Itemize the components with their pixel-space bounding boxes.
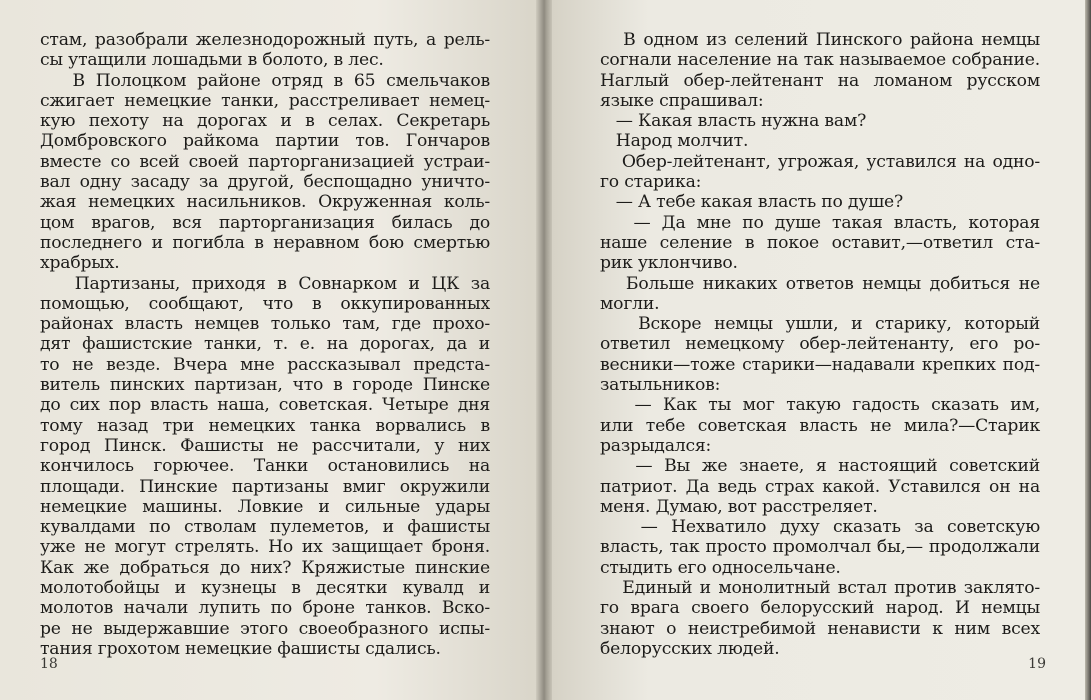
text-line: знают о неистребимой ненависти к ним всех: [600, 618, 1040, 639]
text-line: вал одну засаду за другой, беспощадно уничто-: [40, 172, 490, 193]
text-line: — Какая власть нужна вам?: [600, 111, 867, 132]
text-line: ре не выдержавшие этого своеобразного испы-: [40, 618, 490, 639]
text-line: помощью, сообщают, что в оккупированных: [40, 293, 490, 314]
text-line: жая немецких насильников. Окруженная коль-: [40, 192, 490, 213]
text-line: немецкие машины. Ловкие и сильные удары: [40, 496, 490, 517]
text-line: Вскоре немцы ушли, и старику, который: [600, 314, 1040, 335]
text-line: Больше никаких ответов немцы добиться не: [600, 273, 1040, 294]
text-line: — Вы же знаете, я настоящий советский: [600, 456, 1040, 477]
text-line: — Нехватило духу сказать за советскую: [600, 517, 1040, 538]
text-line: Наглый обер-лейтенант на ломаном русском: [600, 70, 1040, 91]
left-page-text: [40, 30, 490, 659]
text-line: кую пехоту на дорогах и в селах. Секретарь: [40, 111, 490, 132]
left-page-number: 18: [40, 656, 58, 672]
text-line: уже не могут стрелять. Но их защищает броня.: [40, 537, 490, 558]
text-line: белорусских людей.: [600, 638, 780, 659]
text-line: Народ молчит.: [600, 131, 749, 152]
page-edge-shadow: [1085, 0, 1091, 700]
text-line: Как же добраться до них? Кряжистые пинские: [40, 557, 490, 578]
text-line: стам, разобрали железнодорожный путь, а рель-: [40, 30, 490, 50]
text-line: Партизаны, приходя в Совнарком и ЦК за: [40, 273, 490, 294]
text-line: храбрых.: [40, 253, 120, 274]
text-line: го врага своего белорусский народ. И немцы: [600, 598, 1040, 619]
text-line: молотов начали лупить по броне танков. Вско-: [40, 598, 490, 619]
text-line: — Как ты мог такую гадость сказать им,: [600, 395, 1040, 416]
right-page: [552, 0, 1091, 700]
text-line: сжигает немецкие танки, расстреливает немец-: [40, 90, 490, 111]
right-page-text: [600, 30, 1040, 659]
text-line: затыльников:: [600, 375, 721, 396]
text-line: город Пинск. Фашисты не рассчитали, у них: [40, 435, 490, 456]
text-line: то не везде. Вчера мне рассказывал предста-: [40, 354, 490, 375]
text-line: Обер-лейтенант, угрожая, уставился на одно-: [600, 151, 1040, 172]
text-line: площади. Пинские партизаны вмиг окружили: [40, 476, 490, 497]
text-line: могли.: [600, 293, 660, 314]
text-line: кончилось горючее. Танки остановились на: [40, 456, 490, 477]
text-line: власть, так просто промолчал бы,— продолжали: [600, 537, 1040, 558]
text-line: согнали население на так называемое собрание.: [600, 50, 1040, 71]
text-line: последнего и погибла в неравном бою смертью: [40, 232, 490, 253]
text-line: ответил немецкому обер-лейтенанту, его ро-: [600, 334, 1040, 355]
text-line: Домбровского райкома партии тов. Гончаров: [40, 131, 490, 152]
right-page-number: 19: [1028, 656, 1046, 672]
text-line: наше селение в покое оставит,—ответил ста-: [600, 232, 1040, 253]
text-line: или тебе советская власть не мила?—Старик: [600, 415, 1040, 436]
text-line: сы утащили лошадьми в болото, в лес.: [40, 50, 384, 71]
text-line: весники—тоже старики—надавали крепких под-: [600, 354, 1040, 375]
text-line: тания грохотом немецкие фашисты сдались.: [40, 638, 441, 659]
text-line: патриот. Да ведь страх какой. Уставился он на: [600, 476, 1040, 497]
text-line: дят фашистские танки, т. е. на дорогах, да и: [40, 334, 490, 355]
text-line: кувалдами по стволам пулеметов, и фашисты: [40, 517, 490, 538]
text-line: рик уклончиво.: [600, 253, 738, 274]
text-line: — Да мне по душе такая власть, которая: [600, 212, 1040, 233]
text-line: стыдить его односельчане.: [600, 557, 841, 578]
text-line: молотобойцы и кузнецы в десятки кувалд и: [40, 578, 490, 599]
text-line: цом врагов, вся парторганизация билась до: [40, 212, 490, 233]
text-line: меня. Думаю, вот расстреляет.: [600, 496, 878, 517]
text-line: районах власть немцев только там, где прохо-: [40, 314, 490, 335]
text-line: го старика:: [600, 172, 702, 193]
text-line: вместе со всей своей парторганизацией устраи-: [40, 151, 490, 172]
left-page: [0, 0, 538, 700]
text-line: — А тебе какая власть по душе?: [600, 192, 903, 213]
text-line: витель пинских партизан, что в городе Пинске: [40, 375, 490, 396]
text-line: В Полоцком районе отряд в 65 смельчаков: [40, 70, 490, 91]
text-line: В одном из селений Пинского района немцы: [600, 30, 1040, 50]
text-line: до сих пор власть наша, советская. Четыре дня: [40, 395, 490, 416]
text-line: тому назад три немецких танка ворвались в: [40, 415, 490, 436]
text-line: Единый и монолитный встал против заклято-: [600, 578, 1040, 599]
text-line: языке спрашивал:: [600, 90, 764, 111]
text-line: разрыдался:: [600, 435, 712, 456]
